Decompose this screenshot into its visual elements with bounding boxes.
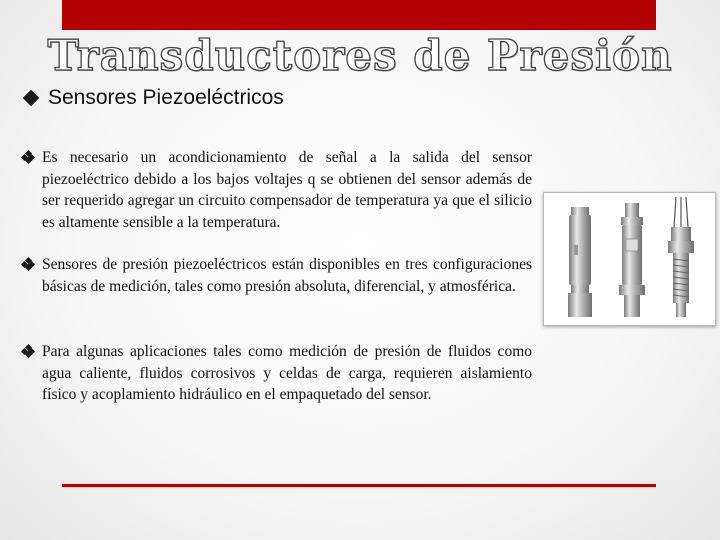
slide-subtitle: Sensores Piezoeléctricos (48, 86, 284, 109)
sensor-1 (568, 207, 592, 317)
pressure-sensors-image (544, 193, 715, 325)
bullet-text: Es necesario un acondicionamiento de señal a la salida del sensor piezoeléctrico debido a los bajos voltajes q se obtienen del sensor además de ser requerido agregar un circuito compensador de temperatura ya que el silicio es altamente sensible a la temperatura. (42, 149, 532, 231)
bullet-diamond-icon (24, 91, 38, 105)
bullet-item (22, 341, 532, 406)
bullet-diamond-icon (22, 151, 34, 163)
bullet-text: Para algunas aplicaciones tales como medición de presión de fluidos como agua caliente, fluidos corrosivos y celdas de carga, requieren aislamiento físico y acoplamiento hidráulico en el empaquetado del sensor. (42, 343, 532, 404)
bullet-diamond-icon (22, 345, 34, 357)
subtitle-row (24, 86, 284, 110)
bullet-item (22, 147, 532, 233)
bullet-text: Sensores de presión piezoeléctricos están disponibles en tres configuraciones básicas de medición, tales como presión absoluta, diferencial, y atmosférica. (42, 256, 532, 295)
bullet-diamond-icon (22, 258, 34, 270)
bullet-item (22, 254, 532, 297)
pressure-sensors-photo (543, 192, 716, 326)
top-accent-bar (62, 0, 656, 30)
bottom-accent-line (62, 484, 656, 487)
slide-title: Transductores de Presión (47, 31, 673, 80)
